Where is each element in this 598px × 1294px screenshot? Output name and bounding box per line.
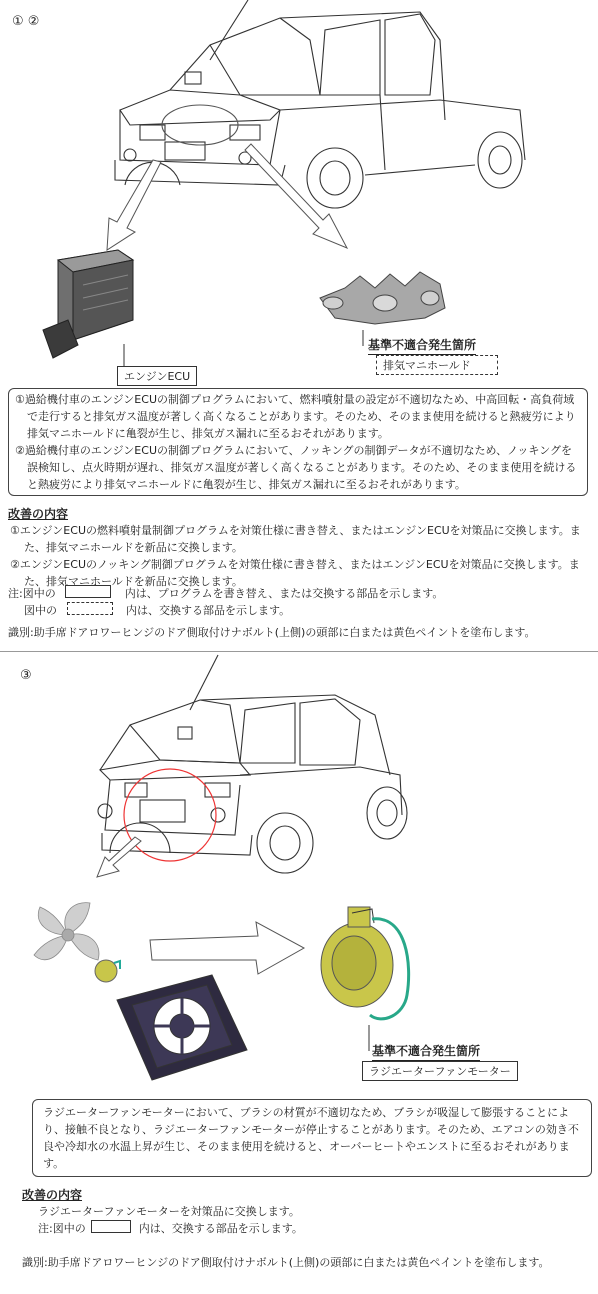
note-line2-prefix: 図中の <box>24 604 57 617</box>
identification-2: 識別:助手席ドアロワーヒンジのドア側取付けナボルト(上側)の頭部に白または黄色ペイントを塗布します。 <box>22 1256 550 1269</box>
remedy-description-1 <box>10 522 585 590</box>
remedy-paragraph-2: ②エンジンECUのノッキング制御プログラムを対策仕様に書き替え、またはエンジンECUを対策品に交換します。また、排気マニホールドを新品に交換します。 <box>10 558 580 588</box>
problem-description-1 <box>8 388 588 496</box>
dashed-box-legend <box>67 602 113 615</box>
note-line1-text: 内は、プログラムを書き替え、または交換する部品を示します。 <box>124 587 444 600</box>
arrow-down-left <box>95 835 145 885</box>
radiator-fan-motor-illustration <box>312 905 417 1030</box>
note-block-1 <box>8 585 588 619</box>
note-line2-text: 内は、交換する部品を示します。 <box>126 604 291 617</box>
problem-paragraph-1: ①過給機付車のエンジンECUの制御プログラムにおいて、燃料噴射量の設定が不適切なため、中高回転・高負荷域で走行すると排気ガス温度が著しく高くなることがあります。そのため、そのまま使用を続けると熱疲労により排気マニホールドに亀裂が生じ、排気ガス漏れに至るおそれがあります。 <box>15 393 576 440</box>
exhaust-manifold-label: 排気マニホールド <box>376 355 498 375</box>
nonconformity-title-2: 基準不適合発生箇所 <box>372 1042 480 1061</box>
note-block-2 <box>38 1220 303 1237</box>
engine-ecu-label: エンジンECU <box>117 366 197 386</box>
problem-paragraph-2: ②過給機付車のエンジンECUの制御プログラムにおいて、ノッキングの制御データが不適切なため、ノッキングを誤検知し、点火時期が遅れ、排気ガス温度が著しく高くなることがあります。そのため、そのまま使用を続けると熱疲労により排気マニホールドに亀裂が生じ、排気ガス漏れに至るおそれがあります。 <box>15 444 577 491</box>
section-divider <box>0 651 598 652</box>
note-prefix-1: 注:図中の <box>8 587 56 600</box>
remedy-title-1: 改善の内容 <box>8 507 69 521</box>
fan-shroud-illustration <box>112 970 252 1085</box>
big-arrow-right <box>148 918 308 978</box>
remedy-title-2: 改善の内容 <box>22 1188 83 1202</box>
problem-description-2 <box>32 1099 592 1177</box>
exhaust-manifold-illustration <box>315 268 450 333</box>
remedy-paragraph-3: ラジエーターファンモーターを対策品に交換します。 <box>38 1205 300 1218</box>
note-prefix-2: 注:図中の <box>38 1222 86 1235</box>
identification-1: 識別:助手席ドアロワーヒンジのドア側取付けナボルト(上側)の頭部に白または黄色ペイントを塗布します。 <box>8 626 536 639</box>
remedy-paragraph-1: ①エンジンECUの燃料噴射量制御プログラムを対策仕様に書き替え、またはエンジンECUを対策品に交換します。また、排気マニホールドを新品に交換します。 <box>10 524 581 554</box>
solid-box-legend <box>65 585 111 598</box>
solid-box-legend-2 <box>91 1220 131 1233</box>
note-text-2: 内は、交換する部品を示します。 <box>138 1222 303 1235</box>
radiator-fan-motor-label: ラジエーターファンモーター <box>362 1061 518 1081</box>
problem-paragraph-3: ラジエーターファンモーターにおいて、ブラシの材質が不適切なため、ブラシが吸湿して膨張することにより、接触不良となり、ラジエーターファンモーターが停止することがあります。そのため、エアコンの効き不良や冷却水の水温上昇が生じ、そのまま使用を続けると、オーバーヒートやエンストに至るおそれがあります。 <box>43 1106 579 1170</box>
ecu-callout-line <box>118 344 130 368</box>
section2-number: ③ <box>20 668 32 683</box>
section1-number: ① ② <box>12 14 40 29</box>
nonconformity-title-1: 基準不適合発生箇所 <box>368 336 476 355</box>
